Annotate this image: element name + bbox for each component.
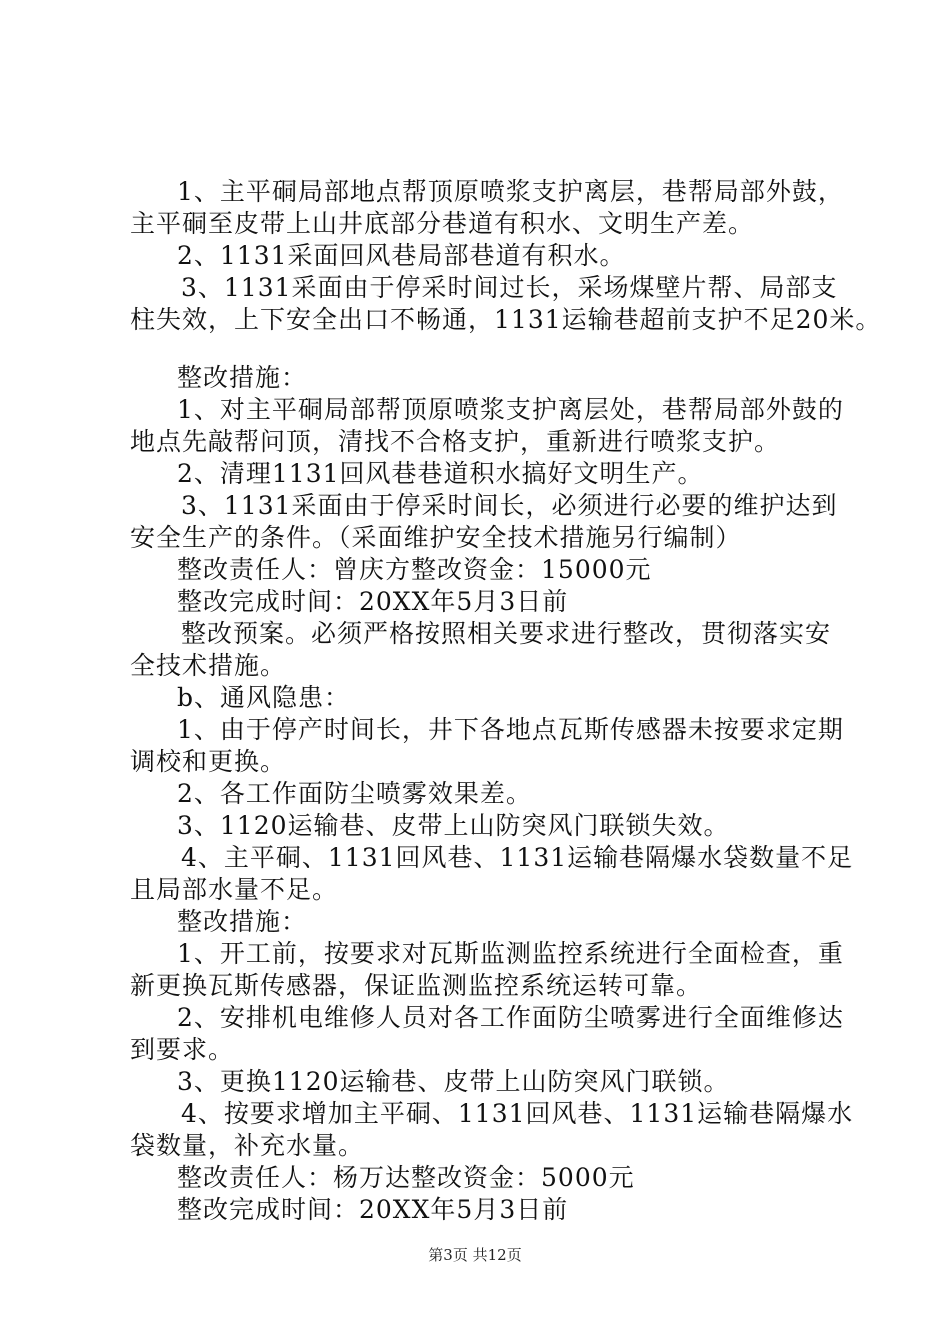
text-line: 1、开工前，按要求对瓦斯监测监控系统进行全面检查，重 <box>177 939 844 968</box>
text-line: 2、清理1131回风巷巷道积水搞好文明生产。 <box>177 459 704 488</box>
text-line: 2、1131采面回风巷局部巷道有积水。 <box>177 241 626 270</box>
text-line: 2、各工作面防尘喷雾效果差。 <box>177 779 532 808</box>
text-line: 整改完成时间：20XX年5月3日前 <box>177 587 569 616</box>
text-line: 主平硐至皮带上山井底部分巷道有积水、文明生产差。 <box>130 209 755 238</box>
text-line: 整改责任人：曾庆方整改资金：15000元 <box>177 555 652 584</box>
text-line: 4、按要求增加主平硐、1131回风巷、1131运输巷隔爆水 <box>181 1099 854 1128</box>
text-line: 安全生产的条件。（采面维护安全技术措施另行编制） <box>130 523 742 552</box>
text-line: 1、主平硐局部地点帮顶原喷浆支护离层，巷帮局部外鼓， <box>177 177 844 206</box>
text-line: 3、更换1120运输巷、皮带上山防突风门联锁。 <box>177 1067 730 1096</box>
text-line: 新更换瓦斯传感器，保证监测监控系统运转可靠。 <box>130 971 703 1000</box>
text-line: 4、主平硐、1131回风巷、1131运输巷隔爆水袋数量不足 <box>181 843 854 872</box>
text-line: 2、安排机电维修人员对各工作面防尘喷雾进行全面维修达 <box>177 1003 844 1032</box>
text-line: 柱失效，上下安全出口不畅通，1131运输巷超前支护不足20米。 <box>130 305 882 334</box>
text-line: 整改责任人：杨万达整改资金：5000元 <box>177 1163 635 1192</box>
section-heading: b、通风隐患： <box>177 683 351 712</box>
text-line: 整改完成时间：20XX年5月3日前 <box>177 1195 569 1224</box>
text-line: 到要求。 <box>130 1035 235 1064</box>
text-line: 3、1120运输巷、皮带上山防突风门联锁失效。 <box>177 811 730 840</box>
text-line: 3、1131采面由于停采时间过长，采场煤壁片帮、局部支 <box>181 273 838 302</box>
text-line: 1、对主平硐局部帮顶原喷浆支护离层处，巷帮局部外鼓的 <box>177 395 844 424</box>
page-number-footer: 第3页 共12页 <box>428 1246 522 1264</box>
text-line: 且局部水量不足。 <box>130 875 339 904</box>
text-line: 整改预案。必须严格按照相关要求进行整改，贯彻落实安 <box>181 619 832 648</box>
section-heading: 整改措施： <box>177 363 308 392</box>
text-line: 3、1131采面由于停采时间长，必须进行必要的维护达到 <box>181 491 838 520</box>
text-line: 全技术措施。 <box>130 651 287 680</box>
text-line: 调校和更换。 <box>130 747 287 776</box>
section-heading: 整改措施： <box>177 907 308 936</box>
text-line: 袋数量，补充水量。 <box>130 1131 365 1160</box>
text-line: 地点先敲帮问顶，清找不合格支护，重新进行喷浆支护。 <box>130 427 781 456</box>
text-line: 1、由于停产时间长，井下各地点瓦斯传感器未按要求定期 <box>177 715 844 744</box>
